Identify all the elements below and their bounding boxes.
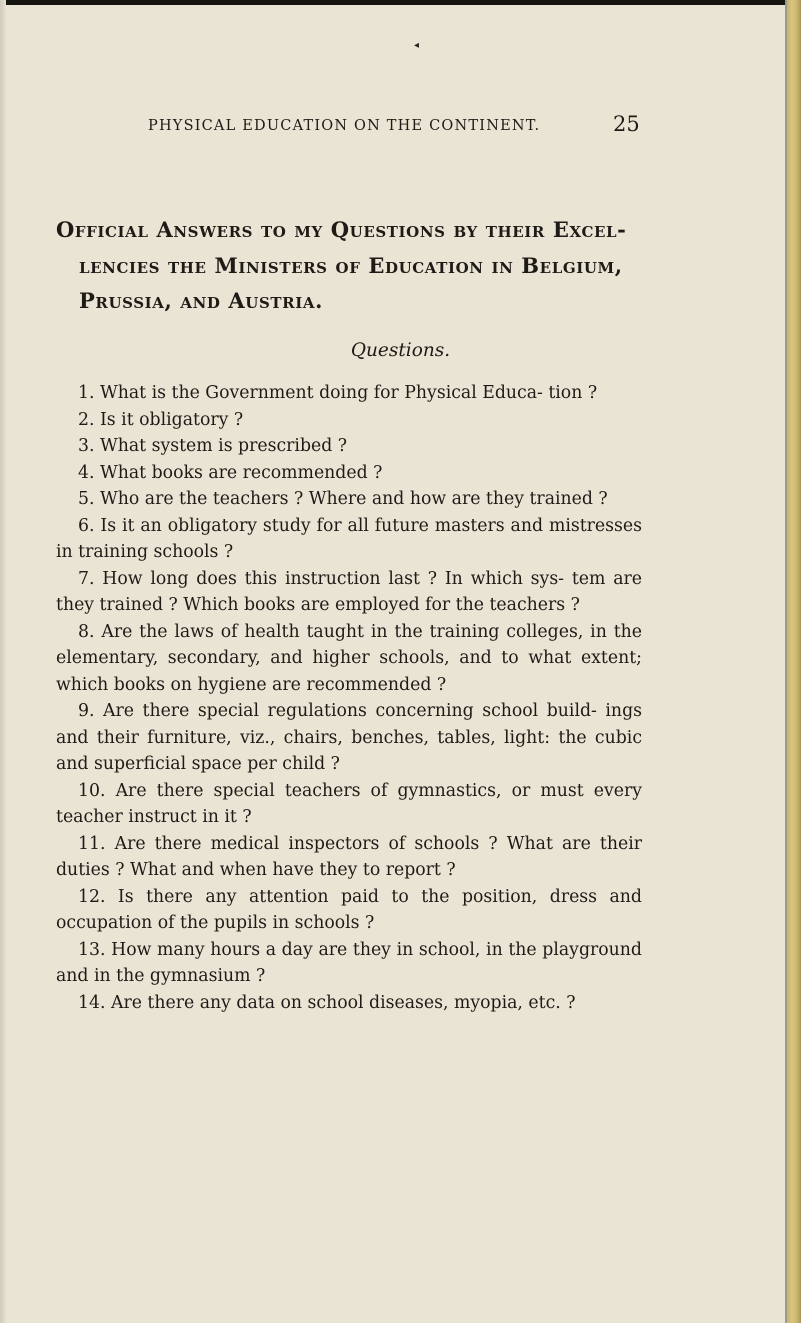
question-item: 1. What is the Government doing for Physical Educa- tion ? <box>78 383 598 403</box>
question-item: 3. What system is prescribed ? <box>78 436 348 456</box>
section-heading <box>56 212 656 319</box>
questions-subheading: Questions. <box>350 340 451 361</box>
question-item: 10. Are there special teachers of gymnastics, or must every teacher instruct in it ? <box>56 780 642 827</box>
page-number: 25 <box>613 112 640 136</box>
question-item: 11. Are there medical inspectors of schools ? What are their duties ? What and when have they to report ? <box>56 833 642 880</box>
printer-mark: ◂ <box>414 40 420 51</box>
question-item: 2. Is it obligatory ? <box>78 409 244 430</box>
heading-line: Prussia, and Austria. <box>79 288 324 313</box>
question-item: 5. Who are the teachers ? Where and how are they trained ? <box>78 489 608 509</box>
question-item: 14. Are there any data on school diseases, myopia, etc. ? <box>78 992 576 1013</box>
question-item: 12. Is there any attention paid to the position, dress and occupation of the pupils in schools ? <box>56 886 642 933</box>
question-item: 7. How long does this instruction last ? In which sys- tem are they trained ? Which books are employed for the teachers ? <box>56 568 642 615</box>
right-page-edge <box>787 0 801 1323</box>
heading-line: lencies the Ministers of Education in Belgium, <box>79 252 623 278</box>
questions-list <box>56 380 642 1016</box>
question-item: 6. Is it an obligatory study for all future masters and mistresses in training schools ? <box>56 515 642 562</box>
question-item: 8. Are the laws of health taught in the training colleges, in the elementary, secondary, and higher schools, and to what extent; which books on hygiene are recommended ? <box>56 621 642 695</box>
question-item: 13. How many hours a day are they in school, in the playground and in the gymnasium ? <box>56 939 642 986</box>
top-edge-shadow <box>0 0 801 5</box>
question-item: 9. Are there special regulations concerning school build- ings and their furniture, viz., chairs, benches, tables, light: the cubic and superficial space per child ? <box>56 701 642 774</box>
running-head: PHYSICAL EDUCATION ON THE CONTINENT. <box>148 118 541 134</box>
left-page-edge <box>0 0 6 1323</box>
heading-line: Official Answers to my Questions by their Excel- <box>56 217 627 242</box>
question-item: 4. What books are recommended ? <box>78 462 383 483</box>
